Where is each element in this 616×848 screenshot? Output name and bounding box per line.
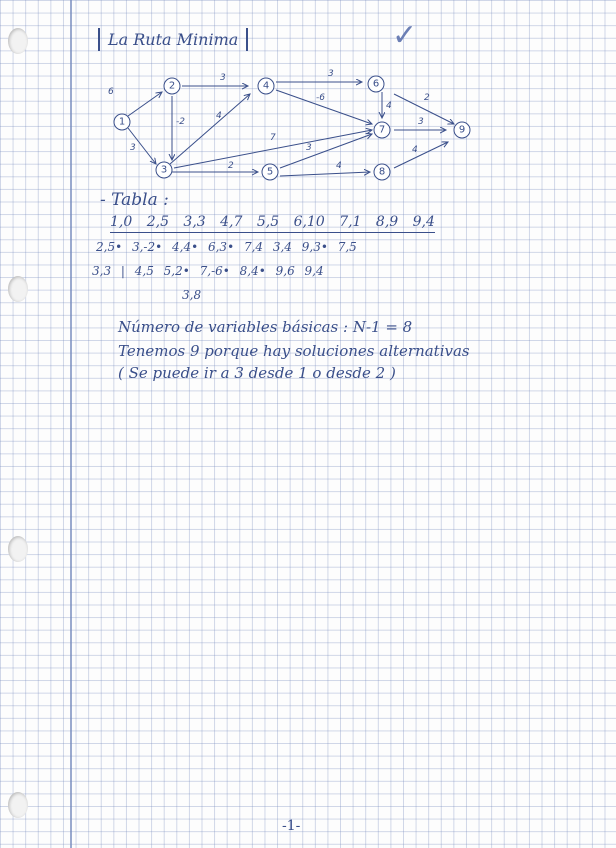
node-label: 1	[118, 116, 126, 128]
edge-label: 3	[306, 143, 312, 153]
node-label: 6	[372, 78, 380, 90]
edge-label: -6	[316, 93, 325, 103]
node-label: 9	[458, 124, 466, 136]
node-label: 4	[262, 80, 270, 92]
page-title: La Ruta Minima	[98, 28, 248, 51]
punch-hole	[8, 276, 28, 302]
node-label: 2	[168, 80, 176, 92]
edge-label: 3	[220, 73, 226, 83]
edge-label: 2	[228, 161, 234, 171]
table-row: 3,3 | 4,5 5,2• 7,-6• 8,4• 9,6 9,4	[92, 264, 324, 278]
edge-label: 2	[424, 93, 430, 103]
edge-label: 4	[412, 145, 418, 155]
edge-label: 3	[328, 69, 334, 79]
note-line: ( Se puede ir a 3 desde 1 o desde 2 )	[118, 364, 396, 382]
edge	[280, 172, 370, 176]
table-row: 3,8	[182, 288, 202, 302]
edge	[170, 94, 250, 164]
edge-label: 3	[418, 117, 424, 127]
node-label: 3	[160, 164, 168, 176]
edge-label: 7	[270, 133, 276, 143]
node-label: 5	[266, 166, 274, 178]
node-label: 8	[378, 166, 386, 178]
note-line: Número de variables básicas : N-1 = 8	[118, 318, 413, 336]
node-label: 7	[378, 124, 386, 136]
page-number: -1-	[282, 818, 301, 834]
note-line: Tenemos 9 porque hay soluciones alternativas	[118, 342, 470, 360]
edge-label: 6	[108, 87, 114, 97]
edge-label: 4	[336, 161, 342, 171]
edge-label: -2	[176, 117, 185, 127]
margin-line	[70, 0, 72, 848]
punch-hole	[8, 792, 28, 818]
punch-hole	[8, 28, 28, 54]
punch-hole	[8, 536, 28, 562]
edge-label: 3	[130, 143, 136, 153]
edge-label: 4	[216, 111, 222, 121]
edge	[394, 142, 448, 168]
checkmark-icon: ✓	[392, 18, 418, 53]
edge	[128, 92, 162, 116]
table-row: 2,5• 3,-2• 4,4• 6,3• 7,4 3,4 9,3• 7,5	[96, 240, 357, 254]
table-header-row: 1,0 2,5 3,3 4,7 5,5 6,10 7,1 8,9 9,4	[110, 214, 435, 233]
network-graph	[100, 68, 490, 193]
table-heading: - Tabla :	[100, 190, 169, 210]
edge-label: 4	[386, 101, 392, 111]
